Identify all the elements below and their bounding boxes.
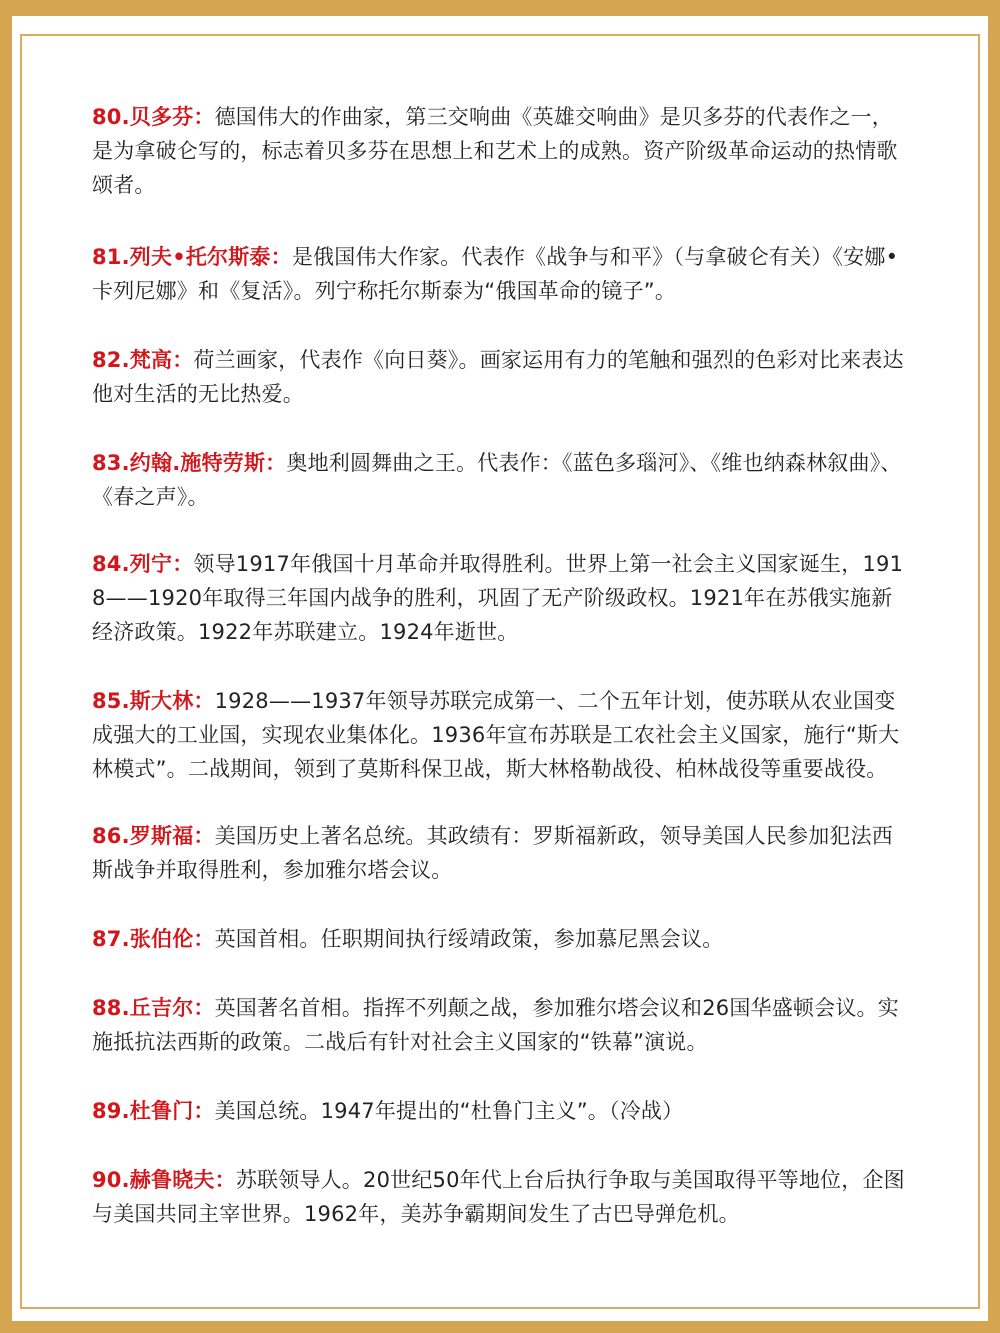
entry-text: 美国历史上著名总统。其政绩有：罗斯福新政，领导美国人民参加犯法西斯战争并取得胜利，参加雅尔塔会议。 bbox=[92, 824, 894, 882]
entry-heading: 89.杜鲁门： bbox=[92, 1099, 215, 1123]
entry-text: 是俄国伟大作家。代表作《战争与和平》（与拿破仑有关）《安娜•卡列尼娜》和《复活》。列宁称托尔斯泰为“俄国革命的镜子”。 bbox=[92, 245, 899, 303]
entry-text: 德国伟大的作曲家，第三交响曲《英雄交响曲》是贝多芬的代表作之一，是为拿破仑写的，标志着贝多芬在思想上和艺术上的成熟。资产阶级革命运动的热情歌颂者。 bbox=[92, 105, 898, 197]
entry-86 bbox=[92, 819, 912, 887]
entry-89 bbox=[92, 1094, 683, 1128]
entry-heading: 82.梵高： bbox=[92, 348, 194, 372]
entry-text: 英国著名首相。指挥不列颠之战，参加雅尔塔会议和26国华盛顿会议。实施抵抗法西斯的政策。二战后有针对社会主义国家的“铁幕”演说。 bbox=[92, 996, 899, 1054]
entry-text: 领导1917年俄国十月革命并取得胜利。世界上第一社会主义国家诞生，1918——1920年取得三年国内战争的胜利，巩固了无产阶级政权。1921年在苏俄实施新经济政策。1922年苏联建立。1924年逝世。 bbox=[92, 552, 904, 644]
entry-85 bbox=[92, 684, 912, 786]
entry-heading: 81.列夫•托尔斯泰： bbox=[92, 245, 292, 269]
entry-heading: 84.列宁： bbox=[92, 552, 194, 576]
entry-88 bbox=[92, 991, 912, 1059]
entry-heading: 80.贝多芬： bbox=[92, 105, 215, 129]
entry-heading: 83.约翰.施特劳斯： bbox=[92, 451, 287, 475]
entry-90 bbox=[92, 1163, 912, 1231]
entry-84 bbox=[92, 547, 912, 649]
entry-heading: 86.罗斯福： bbox=[92, 824, 215, 848]
entry-text: 英国首相。任职期间执行绥靖政策，参加慕尼黑会议。 bbox=[214, 927, 724, 951]
entry-text: 美国总统。1947年提出的“杜鲁门主义”。（冷战） bbox=[214, 1099, 684, 1123]
entry-87 bbox=[92, 922, 723, 956]
entry-heading: 87.张伯伦： bbox=[92, 927, 215, 951]
entry-text: 1928——1937年领导苏联完成第一、二个五年计划，使苏联从农业国变成强大的工业国，实现农业集体化。1936年宣布苏联是工农社会主义国家，施行“斯大林模式”。二战期间，领到了莫斯科保卫战，斯大林格勒战役、柏林战役等重要战役。 bbox=[92, 689, 900, 781]
entry-text: 苏联领导人。20世纪50年代上台后执行争取与美国取得平等地位，企图与美国共同主宰世界。1962年，美苏争霸期间发生了古巴导弹危机。 bbox=[92, 1168, 905, 1226]
entry-heading: 85.斯大林： bbox=[92, 689, 215, 713]
entry-80 bbox=[92, 100, 912, 202]
entry-82 bbox=[92, 343, 912, 411]
entry-81 bbox=[92, 240, 912, 308]
entry-text: 荷兰画家，代表作《向日葵》。画家运用有力的笔触和强烈的色彩对比来表达他对生活的无比热爱。 bbox=[92, 348, 904, 406]
entry-heading: 88.丘吉尔： bbox=[92, 996, 215, 1020]
entry-83 bbox=[92, 446, 912, 514]
entry-text: 奥地利圆舞曲之王。代表作：《蓝色多瑙河》、《维也纳森林叙曲》、《春之声》。 bbox=[92, 451, 902, 509]
entry-heading: 90.赫鲁晓夫： bbox=[92, 1168, 236, 1192]
